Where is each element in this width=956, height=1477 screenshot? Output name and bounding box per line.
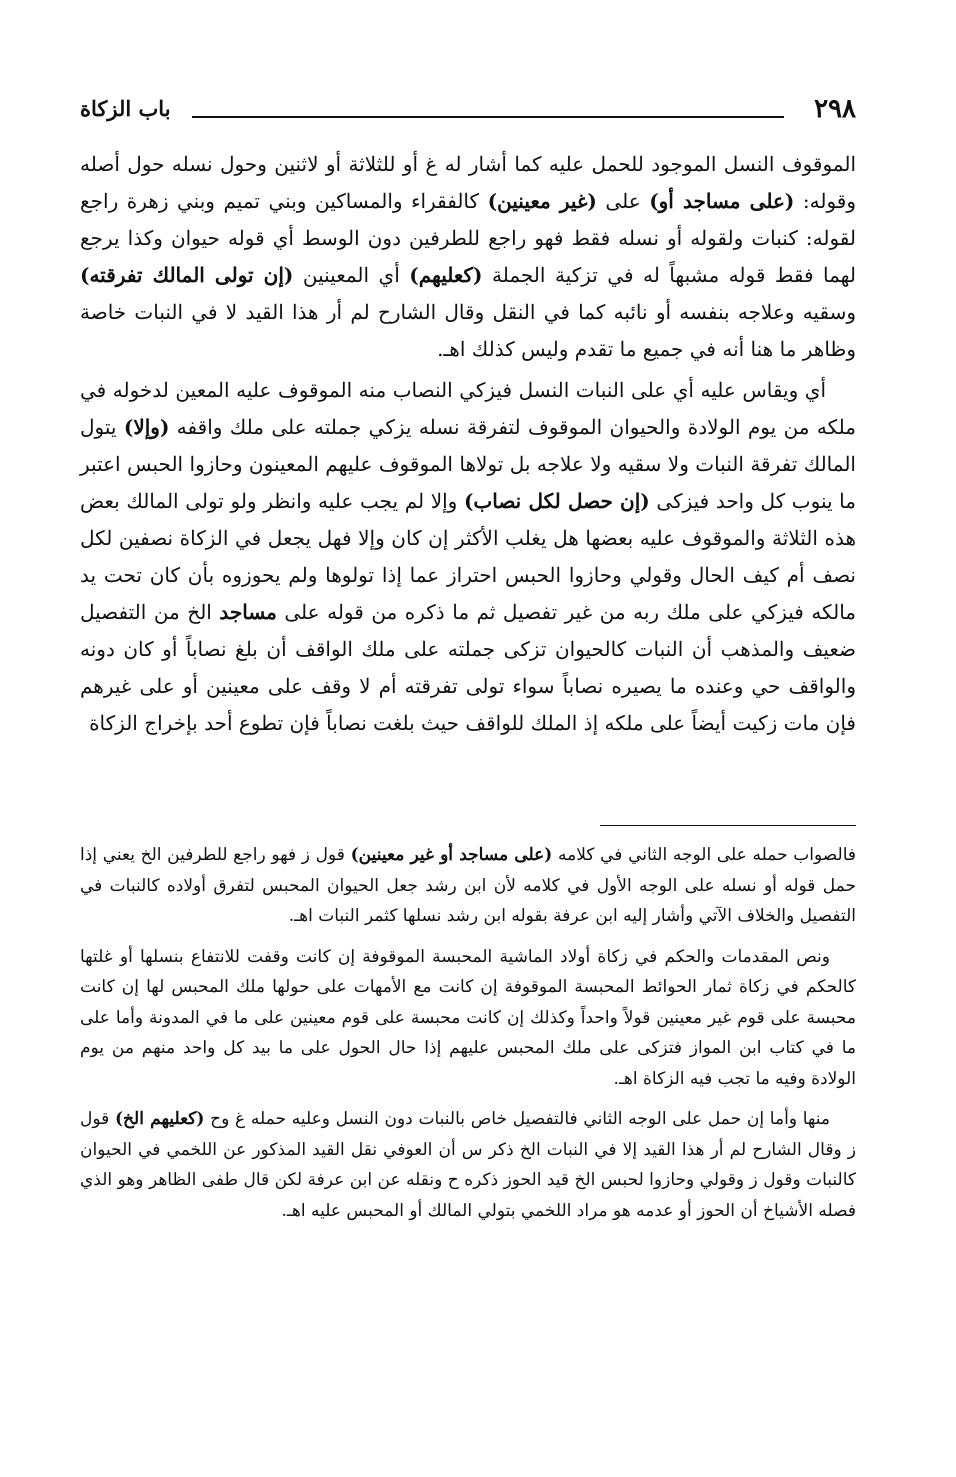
main-text <box>80 146 856 746</box>
bold-term: (إن تولى المالك تفرقته) <box>80 263 294 287</box>
bold-term: (إن حصل لكل نصاب) <box>463 489 650 513</box>
header-rule <box>192 116 784 118</box>
chapter-title: باب الزكاة <box>80 96 171 121</box>
main-paragraph-2: أي ويقاس عليه أي على النبات النسل فيزكي النصاب منه الموقوف عليه المعين لدخوله في ملكه من يوم الولادة والحيوان الموقوف لتفرقة نسله يزكي جملته على ملك واقفه (وإلا) يتول المالك تفرقة النبات ولا سقيه ولا علاجه بل تولاها الموقوف عليهم المعينون وحازوا الحبس اعتبر ما ينوب كل واحد فيزكى (إن حصل لكل نصاب) وإلا لم يجب عليه وانظر ولو تولى المالك بعض هذه الثلاثة والموقوف عليه بعضها هل يغلب الأكثر إن كان وإلا فهل يجعل في الزكاة نصفين لكل نصف أم كيف الحال وقولي وحازوا الحبس احتراز عما إذا تولوها ولم يحوزوه بأن كان تحت يد مالكه فيزكي على ملك ربه من غير تفصيل ثم ما ذكره من قوله على مساجد الخ من التفصيل ضعيف والمذهب أن النبات كالحيوان تزكى جملته على ملك الواقف أن بلغ نصاباً أو كان دونه والواقف حي وعنده ما يصيره نصاباً سواء تولى تفرقته أم لا وقف على معينين أو على غيرهم فإن مات زكيت أيضاً على ملكه إذ الملك للواقف حيث بلغت نصاباً فإن تطوع أحد بإخراج الزكاة <box>80 378 856 735</box>
bold-term: (على مساجد أو غير معينين) <box>350 845 553 865</box>
commentary-notes <box>80 840 856 1236</box>
note-paragraph-1: فالصواب حمله على الوجه الثاني في كلامه (على مساجد أو غير معينين) قول ز فهو راجع للطرفين الخ يعني إذا حمل قوله أو نسله على الوجه الأول في كلامه لأن ابن رشد جعل الحيوان المحبس لتفرق أولاده كالنبات في التفصيل والخلاف الآتي وأشار إليه ابن عرفة بقوله ابن رشد نسلها كثمر النبات اهـ. <box>80 845 857 926</box>
bold-term: (كعليهم الخ) <box>115 1109 205 1129</box>
note-paragraph-2: ونص المقدمات والحكم في زكاة أولاد الماشية المحبسة الموقوفة إن كانت وقفت للانتفاع بنسلها أو غلتها كالحكم في زكاة ثمار الحوائط المحبسة الموقوفة إن كانت مع الأمهات على حولها ملك المحبس لها إن كانت محبسة على قوم غير معينين قولاً واحداً وكذلك إن كانت محبسة على قوم معينين على ما في المدونة وأما على ما في كتاب ابن المواز فتزكى على ملك المحبس عليهم إذا حال الحول على ما بيد كل واحد منهم من يوم الولادة وفيه ما تجب فيه الزكاة اهـ. <box>80 946 856 1089</box>
footnote-separator <box>600 825 856 826</box>
bold-term: (غير معينين) <box>487 189 597 213</box>
page-number: ٢٩٨ <box>814 94 856 124</box>
bold-term: (كعليهم) <box>409 263 483 287</box>
note-paragraph-3: منها وأما إن حمل على الوجه الثاني فالتفصيل خاص بالنبات دون النسل وعليه حمله غ وح (كعليهم الخ) قول ز وقال الشارح لم أر هذا القيد إلا في النبات الخ ذكر س أن العوفي نقل القيد المذكور عن اللخمي في الحيوان كالنبات وقول ز وقولي وحازوا لحبس الخ قيد الحوز ذكره ح ونقله عن ابن عرفة لكن قال طفى الظاهر وهو الذي فصله الأشياخ أن الحوز أو عدمه هو مراد اللخمي بتولي المالك أو المحبس عليه اهـ. <box>80 1109 856 1221</box>
bold-term: مساجد <box>219 600 277 624</box>
bold-term: (وإلا) <box>123 415 170 439</box>
running-header <box>80 92 856 126</box>
main-paragraph-1: الموقوف النسل الموجود للحمل عليه كما أشار له غ أو للثلاثة أو لاثنين وحول نسله حول أصله وقوله: (على مساجد أو) على (غير معينين) كالفقراء والمساكين وبني تميم وبني زهرة راجع لقوله: كنبات ولقوله أو نسله فقط فهو راجع للطرفين دون الوسط أي قوله حيوان وكذا يرجع لهما فقط قوله مشبهاً له في تزكية الجملة (كعليهم) أي المعينين (إن تولى المالك تفرقته) وسقيه وعلاجه بنفسه أو نائبه كما في النقل وقال الشارح لم أر هذا القيد لا في النبات خاصة وظاهر ما هنا أنه في جميع ما تقدم وليس كذلك اهـ. <box>80 152 857 361</box>
bold-term: (على مساجد أو) <box>649 189 795 213</box>
